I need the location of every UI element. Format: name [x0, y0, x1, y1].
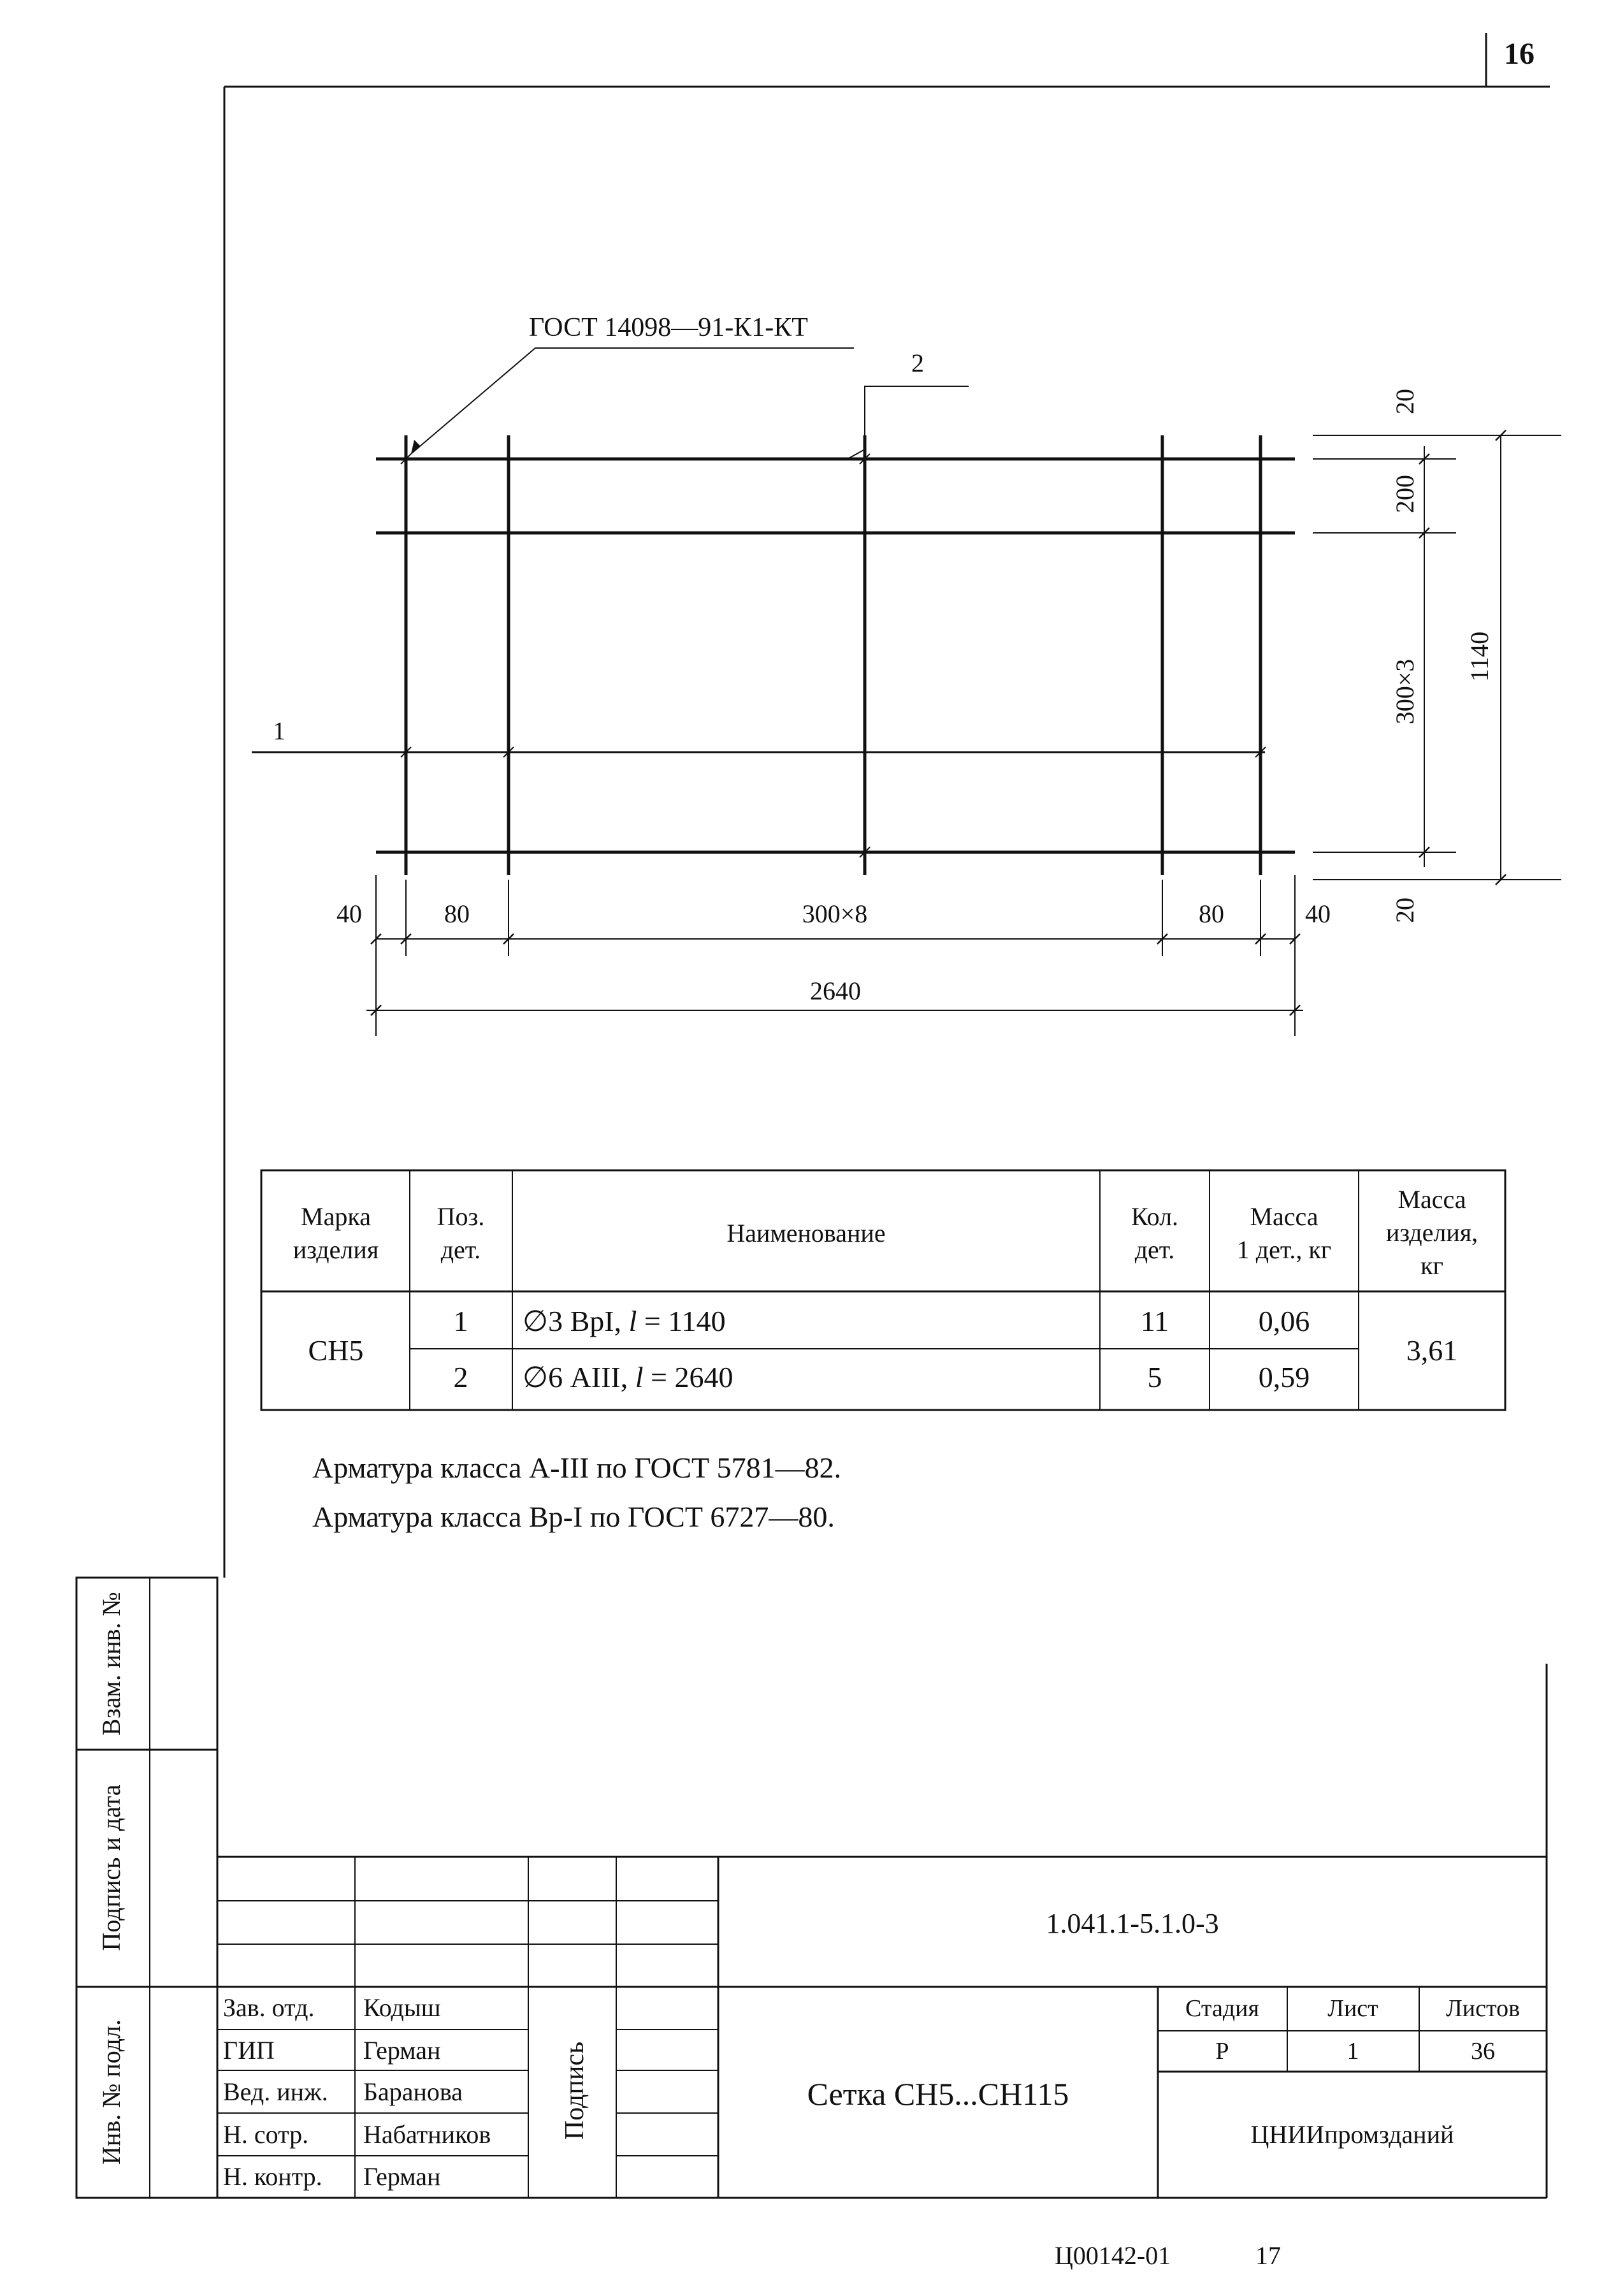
header-mass-total-line2: изделия, [1385, 1218, 1478, 1247]
side-stamp-inv-label: Инв. № подл. [97, 2019, 126, 2165]
sheet-number: 16 [1504, 37, 1535, 71]
doc-code: 1.041.1-5.1.0-3 [1046, 1908, 1219, 1939]
role-name: Баранова [363, 2077, 463, 2106]
organization-name: ЦНИИпромзданий [1250, 2120, 1454, 2149]
header-mark-line2: изделия [293, 1235, 379, 1264]
cell-mass-total: 3,61 [1406, 1334, 1458, 1367]
dim-2640: 2640 [810, 977, 861, 1005]
role-label: Вед. инж. [223, 2077, 328, 2106]
footer-page: 17 [1255, 2241, 1281, 2270]
footer-code: Ц00142-01 [1055, 2241, 1171, 2270]
dim-80-left: 80 [444, 899, 470, 928]
signature-column-label: Подпись [560, 2041, 589, 2140]
header-mark-line1: Марка [301, 1202, 371, 1231]
role-label: Н. сотр. [223, 2120, 309, 2149]
role-name: Набатников [363, 2120, 491, 2149]
dim-300x3: 300×3 [1390, 658, 1419, 725]
header-pos-line2: дет. [440, 1235, 481, 1264]
header-pos-line1: Поз. [437, 1202, 485, 1231]
sheet-value: 1 [1347, 2038, 1359, 2065]
position-1-label: 1 [273, 716, 285, 745]
sheet-label: Лист [1327, 1995, 1378, 2022]
dim-40-right: 40 [1305, 899, 1331, 928]
dim-300x8: 300×8 [802, 899, 868, 928]
cell-name: ∅6 АIII, l = 2640 [523, 1361, 733, 1393]
dim-80-right: 80 [1199, 899, 1224, 928]
mesh-drawing [252, 348, 1295, 875]
header-qty-line1: Кол. [1130, 1202, 1179, 1231]
role-name: Герман [363, 2036, 441, 2065]
spec-table-header [293, 1185, 1478, 1280]
cell-pos: 2 [453, 1361, 468, 1393]
side-stamp-vzam-label: Взам. инв. № [97, 1592, 126, 1736]
leader-gost-label: ГОСТ 14098—91-К1-КТ [529, 313, 808, 342]
role-name: Герман [363, 2162, 441, 2191]
role-label: Н. контр. [223, 2162, 322, 2191]
dim-40-left: 40 [336, 899, 362, 928]
note-line: Арматура класса А-III по ГОСТ 5781—82. [312, 1451, 842, 1484]
position-2-label: 2 [911, 349, 924, 377]
role-label: ГИП [223, 2036, 275, 2065]
dim-200: 200 [1390, 475, 1419, 513]
sheets-value: 36 [1471, 2038, 1495, 2065]
cell-pos: 1 [453, 1305, 468, 1337]
vertical-dimensions [1313, 430, 1561, 885]
drawing-title: Сетка СН5...СН115 [807, 2076, 1069, 2112]
header-mass-one-line2: 1 дет., кг [1236, 1235, 1332, 1264]
cell-qty: 5 [1147, 1361, 1162, 1393]
cell-qty: 11 [1140, 1305, 1169, 1337]
cell-mass: 0,59 [1258, 1361, 1310, 1393]
header-qty-line2: дет. [1134, 1235, 1175, 1264]
header-mass-one-line1: Масса [1250, 1202, 1318, 1231]
cell-mass: 0,06 [1258, 1305, 1310, 1337]
dim-1140: 1140 [1465, 631, 1494, 682]
cell-mark: СН5 [308, 1334, 364, 1367]
cell-name: ∅3 ВрI, l = 1140 [523, 1305, 726, 1337]
role-label: Зав. отд. [223, 1993, 315, 2022]
stage-label: Стадия [1185, 1995, 1259, 2022]
header-mass-total-line3: кг [1420, 1251, 1443, 1280]
header-mass-total-line1: Масса [1398, 1185, 1466, 1214]
header-name: Наименование [726, 1219, 886, 1247]
stage-sheet-table [1185, 1995, 1520, 2065]
side-stamp-signature-date-label: Подпись и дата [97, 1784, 126, 1951]
dim-20-top: 20 [1390, 389, 1419, 414]
dim-20-bottom: 20 [1390, 897, 1419, 923]
sheet-frame [217, 33, 1550, 2198]
roles-table [223, 1993, 491, 2191]
role-name: Кодыш [363, 1993, 441, 2022]
note-line: Арматура класса Вр-I по ГОСТ 6727—80. [312, 1500, 835, 1533]
sheets-label: Листов [1445, 1995, 1520, 2022]
stage-value: Р [1215, 2038, 1229, 2065]
